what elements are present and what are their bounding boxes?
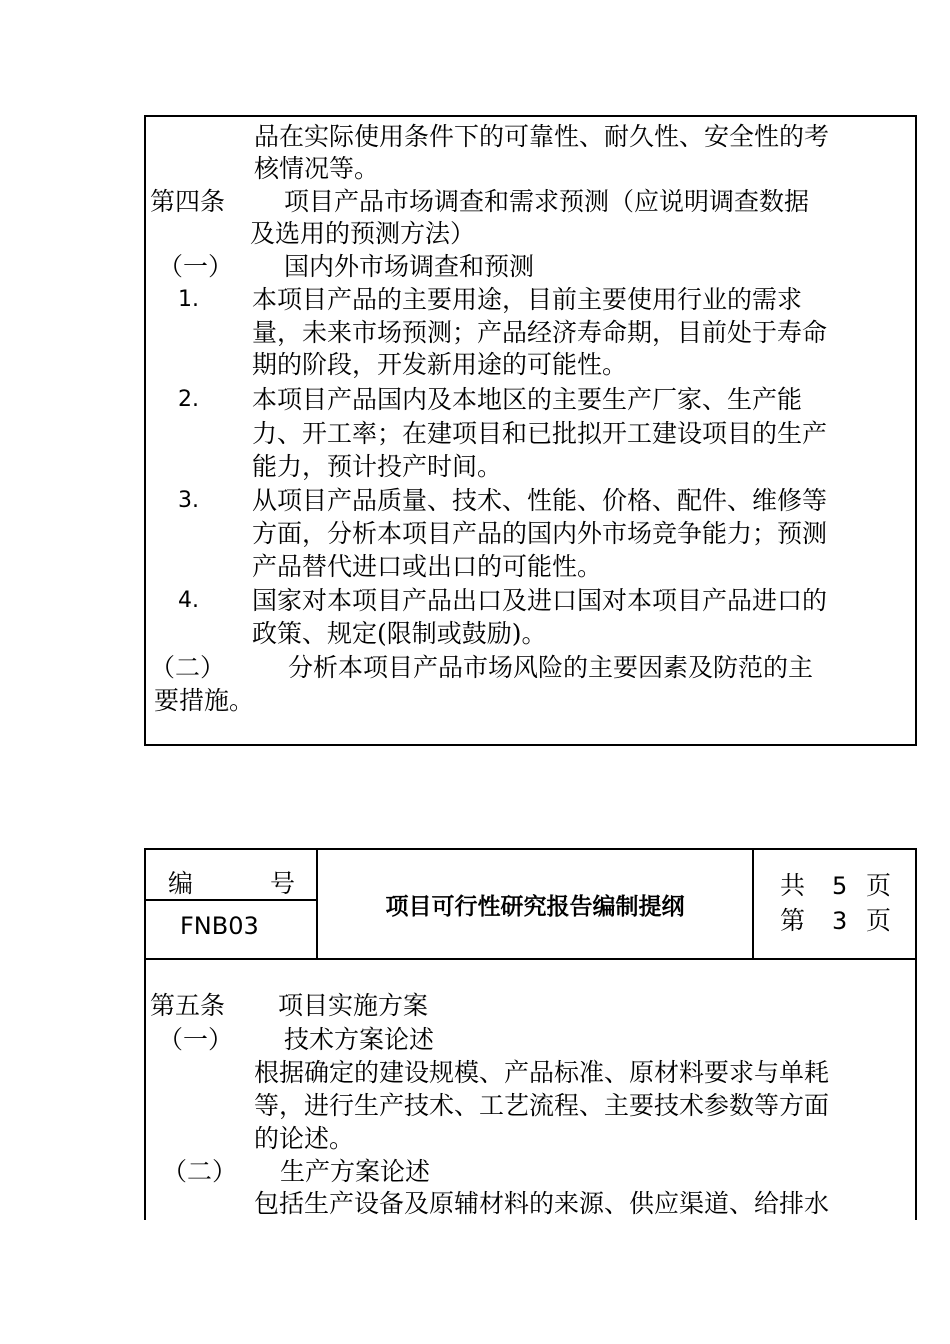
form-header [146,850,915,960]
page-total: 5 [832,872,848,900]
document-title: 项目可行性研究报告编制提纲 [385,893,685,920]
section-label: （二） [162,1157,238,1186]
text-line: 国家对本项目产品出口及进口国对本项目产品进口的 [252,586,828,615]
item-number: 3. [178,488,199,513]
page-current: 3 [832,907,848,935]
text-line: 要措施。 [154,686,255,715]
section-label: （二） [150,653,226,682]
text-line: 包括生产设备及原辅材料的来源、供应渠道、给排水 [254,1189,830,1218]
section-label: （一） [158,1025,234,1054]
text-line: 生产方案论述 [280,1157,431,1186]
text-line: 项目产品市场调查和需求预测（应说明调查数据 [284,187,810,216]
text-line: 力、开工率；在建项目和已批拟开工建设项目的生产 [252,419,828,448]
page-current-label: 第 [780,906,806,935]
text-line: 及选用的预测方法） [250,219,476,248]
text-line: 期的阶段，开发新用途的可能性。 [252,350,628,379]
item-number: 4. [178,588,199,613]
text-line: 分析本项目产品市场风险的主要因素及防范的主 [288,653,814,682]
code-label-left: 编 [168,869,194,898]
form-code: FNB03 [180,912,259,940]
text-line: 品在实际使用条件下的可靠性、耐久性、安全性的考 [254,122,830,151]
header-divider [146,899,316,901]
page-unit: 页 [866,906,892,935]
text-line: 核情况等。 [254,154,380,183]
page-unit: 页 [866,871,892,900]
article-label: 第四条 [150,187,226,216]
text-line: 等，进行生产技术、工艺流程、主要技术参数等方面 [254,1091,830,1120]
text-line: 国内外市场调查和预测 [284,252,535,281]
item-number: 2. [178,387,199,412]
text-line: 本项目产品国内及本地区的主要生产厂家、生产能 [252,385,803,414]
page-total-label: 共 [780,871,806,900]
header-divider [752,850,754,958]
document-section-2 [144,848,917,1220]
text-line: 本项目产品的主要用途，目前主要使用行业的需求 [252,285,803,314]
text-line: 的论述。 [254,1124,355,1153]
document-section-1 [144,115,917,746]
text-line: 技术方案论述 [284,1025,435,1054]
text-line: 政策、规定(限制或鼓励)。 [252,619,547,648]
text-line: 从项目产品质量、技术、性能、价格、配件、维修等 [252,486,828,515]
text-line: 产品替代进口或出口的可能性。 [252,552,603,581]
text-line: 根据确定的建设规模、产品标准、原材料要求与单耗 [254,1058,830,1087]
code-label-right: 号 [270,869,296,898]
text-line: 项目实施方案 [278,991,429,1020]
item-number: 1. [178,287,199,312]
text-line: 量，未来市场预测；产品经济寿命期，目前处于寿命 [252,318,828,347]
text-line: 能力，预计投产时间。 [252,452,503,481]
section-label: （一） [158,252,234,281]
text-line: 方面，分析本项目产品的国内外市场竞争能力；预测 [252,519,828,548]
article-label: 第五条 [150,991,226,1020]
